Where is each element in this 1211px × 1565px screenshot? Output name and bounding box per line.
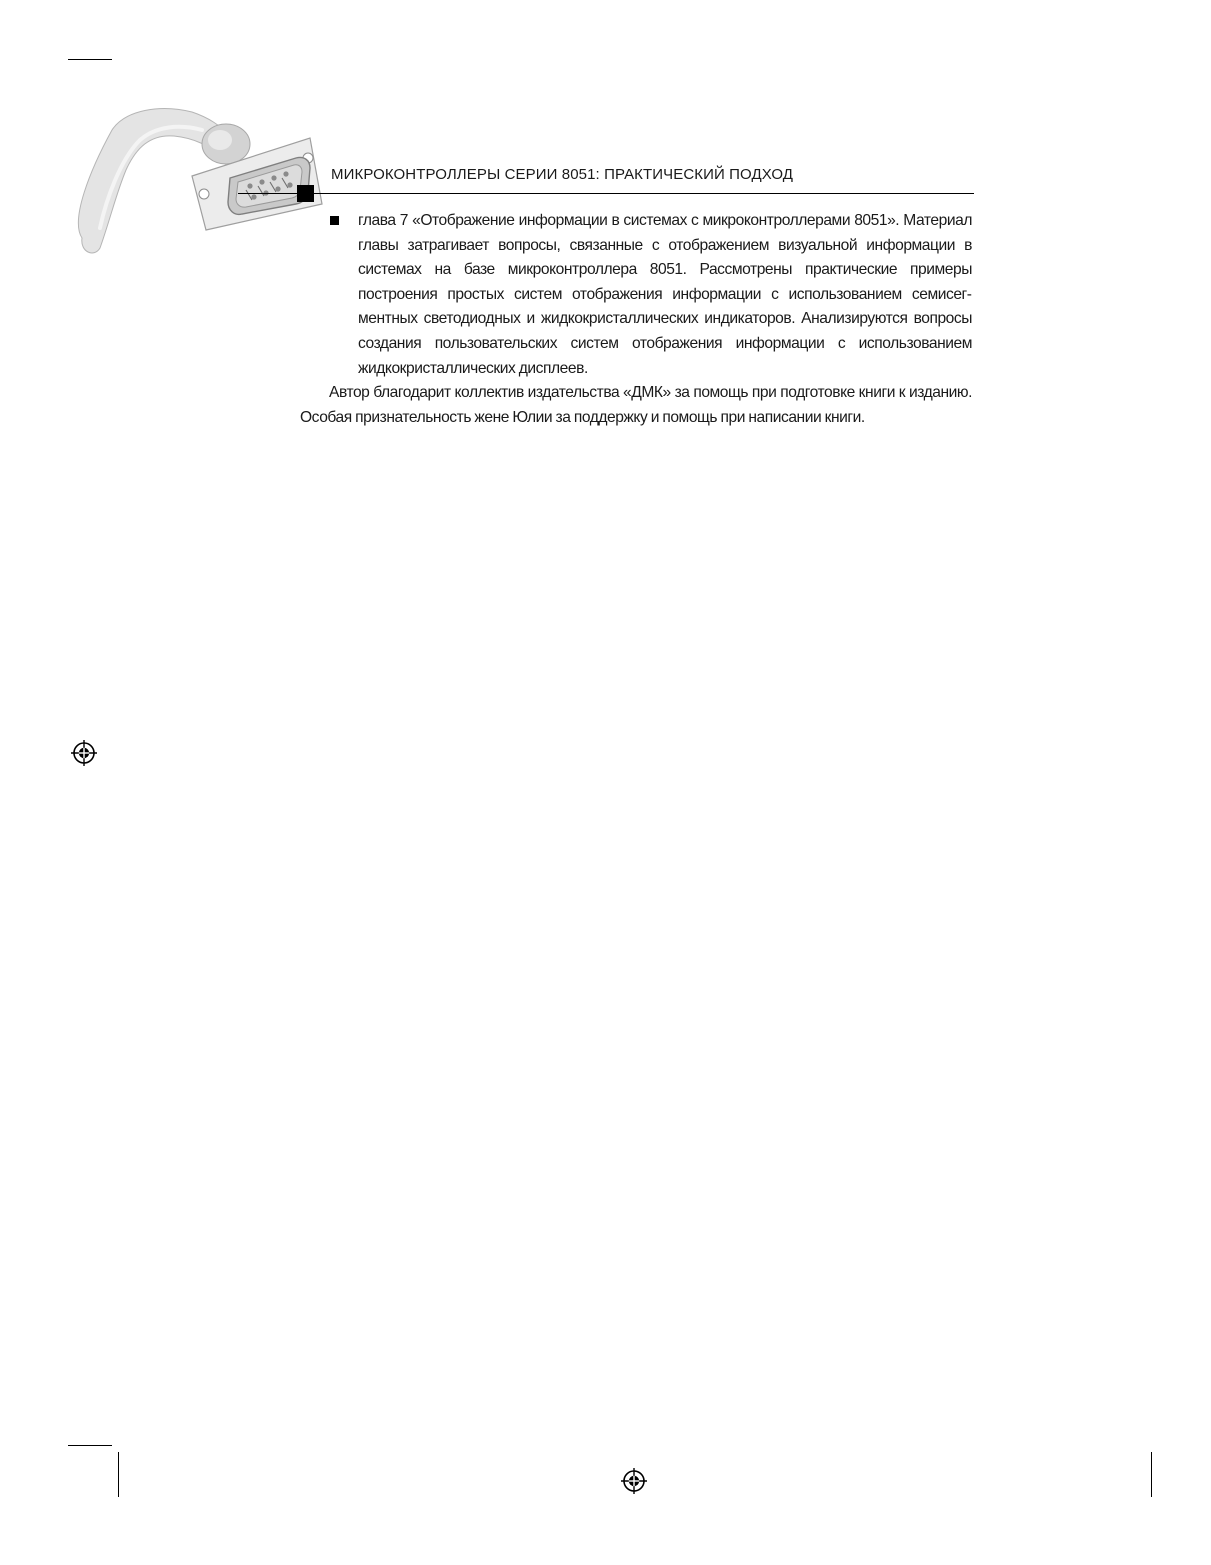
body-text [300,209,972,430]
header-rule [238,193,974,194]
running-header-title: МИКРОКОНТРОЛЛЕРЫ СЕРИИ 8051: ПРАКТИЧЕСКИЙ ПОДХОД [331,166,794,183]
crop-mark-left [118,1452,119,1497]
registration-mark-icon [621,1468,647,1494]
list-item-text: глава 7 «Отображение информации в системах с микроконтроллерами 8051». Материал главы затрагивает вопросы, связанные с отображением визуальной информации в системах на базе микроконтроллера 8051. Рассмотрены практические примеры построения простых систем отображения информации с использованием семисегментных светодиодных и жидкокристаллических индикаторов. Анализируются вопросы создания пользовательских систем отображения информации с использованием жидкокристаллических дисплеев. [358,212,972,377]
crop-mark-bottom [68,1445,112,1446]
crop-mark-top [68,59,112,60]
crop-mark-right [1151,1452,1152,1497]
serial-connector-icon [70,100,330,260]
registration-mark-icon [71,740,97,766]
bullet-square-icon [330,216,339,225]
list-item [300,209,972,381]
acknowledgement-paragraph: Автор благодарит коллектив издательства «ДМК» за помощь при подготовке книги к изданию. Особая признательность жене Юлии за поддержку и помощь при написании книги. [300,384,972,426]
header-square-marker [297,185,314,202]
